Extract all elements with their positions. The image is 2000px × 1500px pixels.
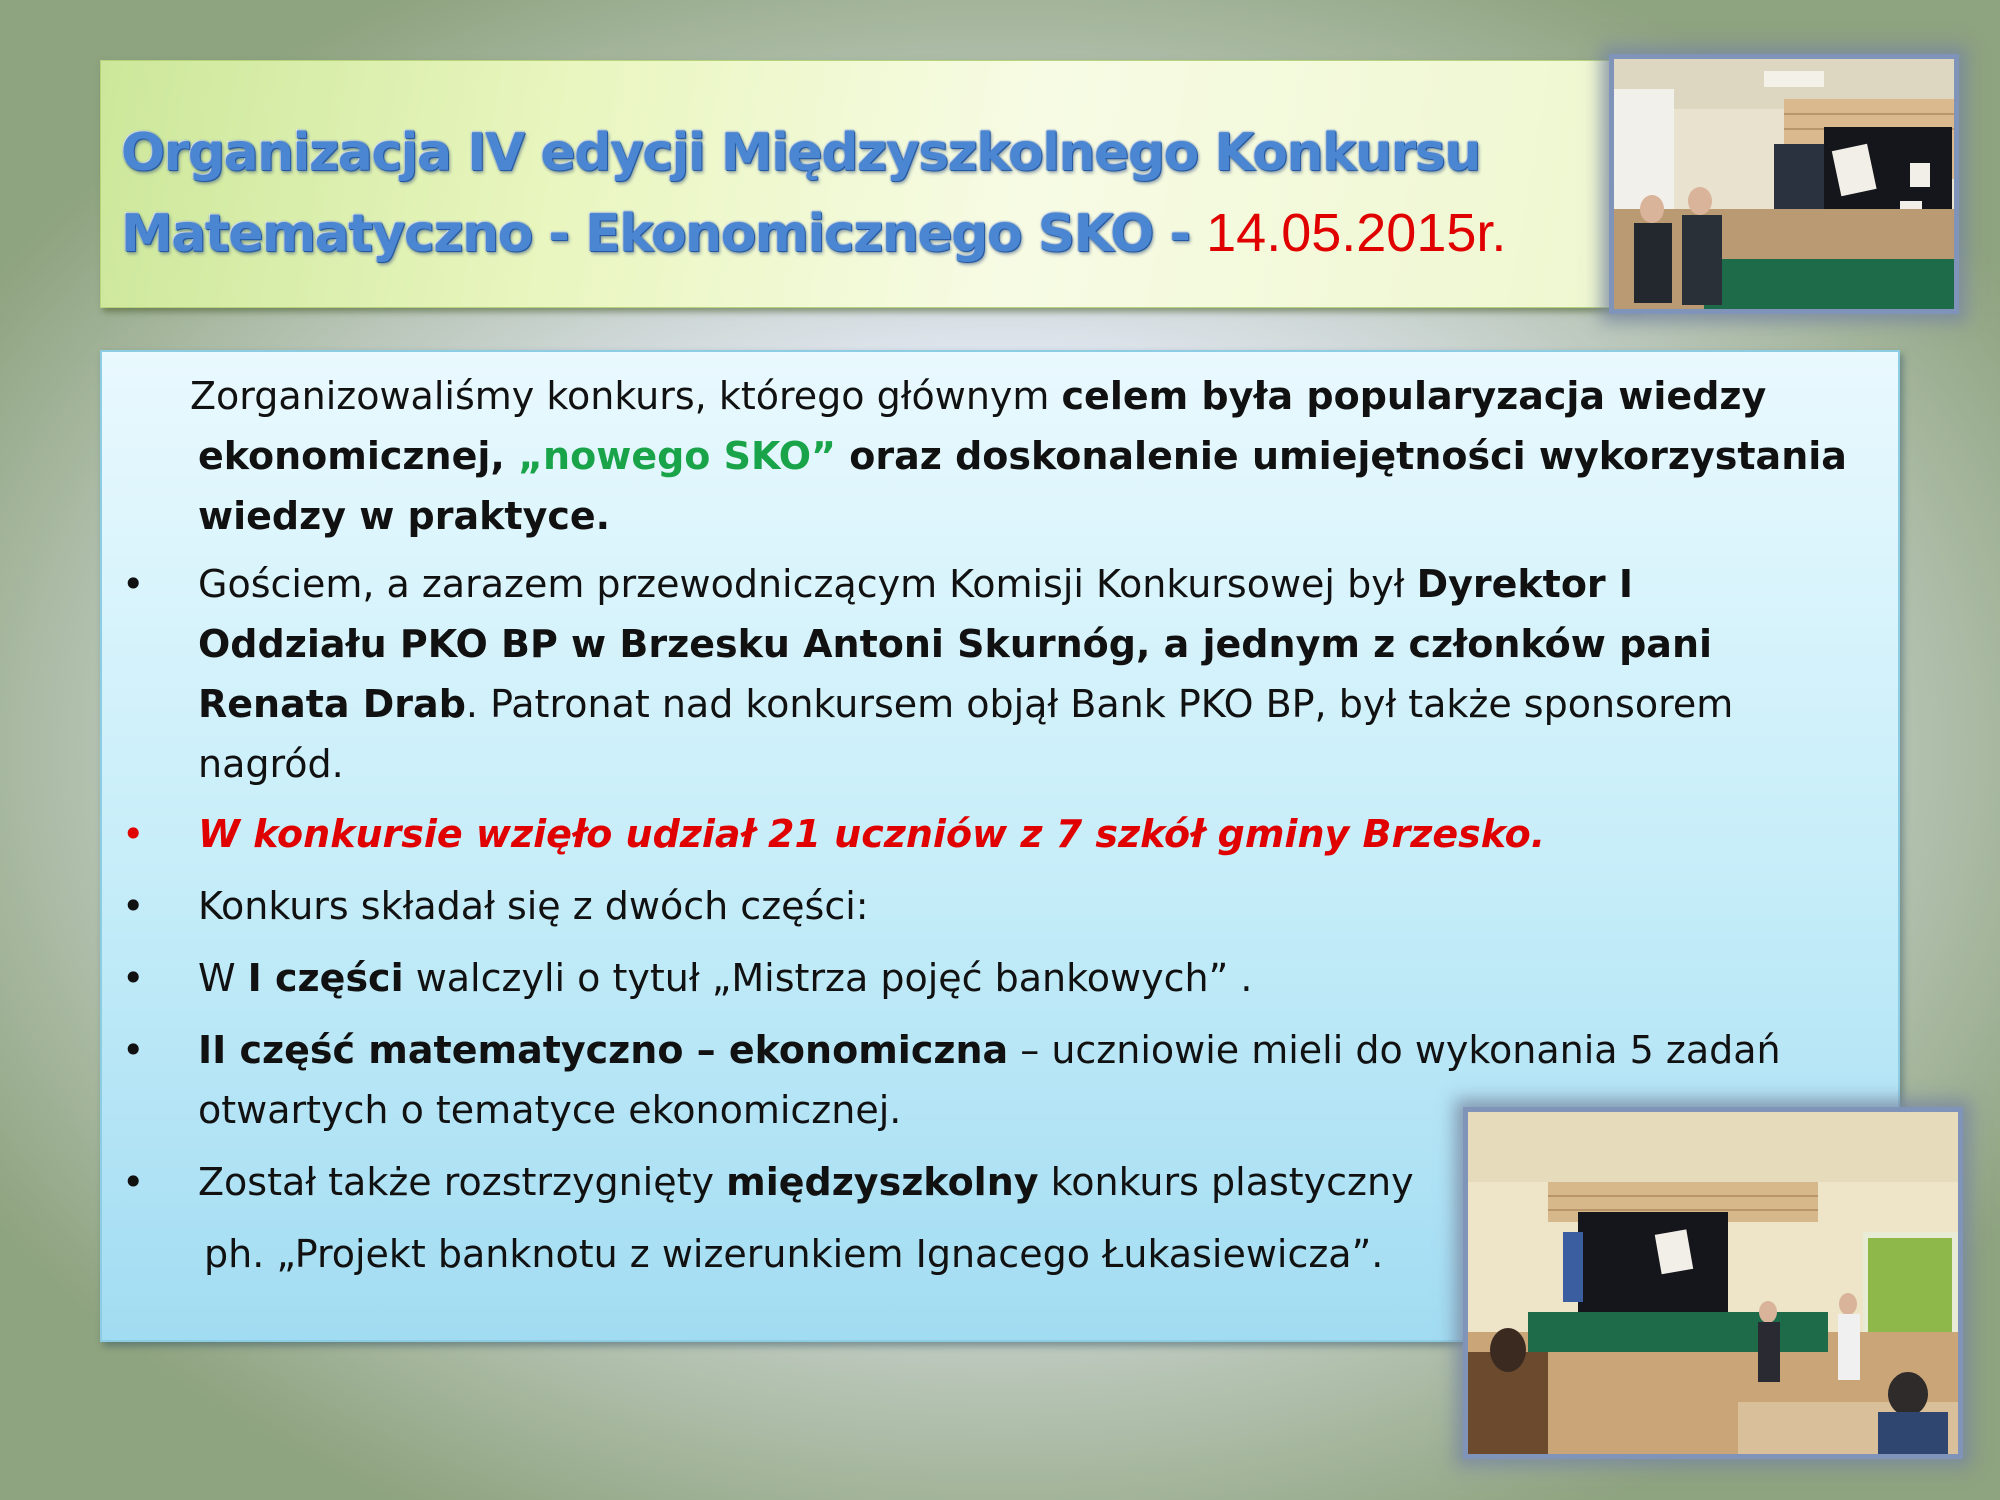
bullet-marker: • xyxy=(122,562,145,606)
guest-paragraph xyxy=(198,554,1808,794)
part2-text-2: – uczniowie mieli do wykonania 5 zadań otwartych o tematyce ekonomicznej. xyxy=(198,1028,1781,1132)
photo-contest-room-image xyxy=(1468,1112,1958,1454)
title-banner xyxy=(100,60,1640,308)
guest-text-2: Dyrektor I Oddziału PKO BP w Brzesku Antoni Skurnóg, a jednym z członków pani Renata Drab xyxy=(198,562,1713,726)
parts-text: Konkurs składał się z dwóch części: xyxy=(198,884,869,928)
intro-sko: „nowego SKO” xyxy=(518,434,837,478)
part1-text-2: I części xyxy=(247,956,404,1000)
guest-text-1: Gościem, a zarazem przewodniczącym Komisji Konkursowej był xyxy=(198,562,1417,606)
title-line-1: Organizacja IV edycji Międzyszkolnego Konkursu xyxy=(121,123,1480,183)
art-text-4: ph. „Projekt banknotu z wizerunkiem Ignacego Łukasiewicza”. xyxy=(204,1232,1384,1276)
art-text-3: konkurs plastyczny xyxy=(1038,1160,1414,1204)
intro-paragraph xyxy=(190,366,1918,546)
photo-jury-standing xyxy=(1609,54,1959,314)
parts-paragraph xyxy=(198,876,1928,936)
intro-text-3: oraz doskonalenie umiejętności wykorzystania wiedzy w praktyce. xyxy=(198,434,1847,538)
page-title xyxy=(121,113,1621,274)
art-text-1: Został także rozstrzygnięty xyxy=(198,1160,727,1204)
bullet-marker: • xyxy=(122,956,145,1000)
photo-jury-standing-image xyxy=(1614,59,1954,309)
bullet-marker: • xyxy=(122,1028,145,1072)
bullet-marker: • xyxy=(122,812,145,856)
art-text-2: międzyszkolny xyxy=(726,1160,1039,1204)
guest-text-3: . Patronat nad konkursem objął Bank PKO BP, był także sponsorem nagród. xyxy=(198,682,1734,786)
title-line-2-text: Matematyczno - Ekonomicznego SKO - xyxy=(121,204,1207,264)
bullet-marker: • xyxy=(122,884,145,928)
photo-contest-room xyxy=(1463,1107,1963,1459)
part1-paragraph xyxy=(198,948,1928,1008)
part2-text-1: II część matematyczno – ekonomiczna xyxy=(198,1028,1009,1072)
participants-text: W konkursie wzięło udział 21 uczniów z 7 szkół gminy Brzesko. xyxy=(198,812,1546,856)
intro-text-1: Zorganizowaliśmy konkurs, którego głównym xyxy=(190,374,1062,418)
bullet-marker: • xyxy=(122,1160,145,1204)
intro-text-2: celem była popularyzacja wiedzy ekonomicznej, xyxy=(198,374,1767,478)
title-line-2 xyxy=(121,193,1621,274)
title-date: 14.05.2015r. xyxy=(1206,203,1507,263)
part1-text-3: walczyli o tytuł „Mistrza pojęć bankowych” . xyxy=(403,956,1253,1000)
part1-text-1: W xyxy=(198,956,248,1000)
participants-paragraph xyxy=(198,804,1928,864)
